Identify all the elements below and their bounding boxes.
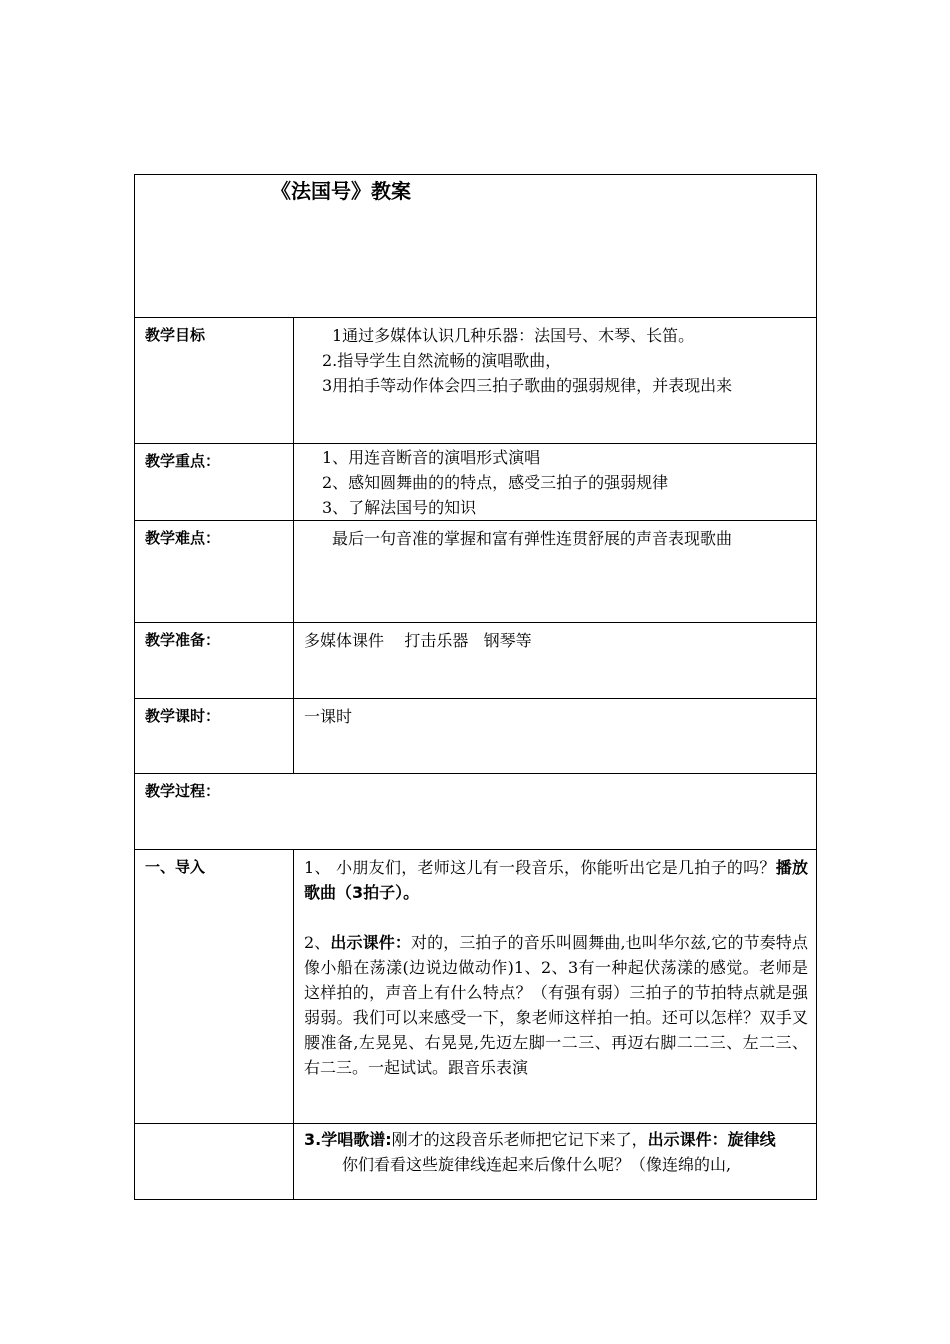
class-hours-text: 一课时 — [304, 707, 353, 726]
goals-content — [294, 318, 817, 444]
intro-p1-text: 1、 小朋友们，老师这儿有一段音乐，你能听出它是几拍子的吗？ — [304, 858, 776, 877]
difficult-points-label: 教学难点： — [135, 521, 294, 623]
key-points-row — [135, 444, 817, 521]
difficult-points-text: 最后一句音准的掌握和富有弹性连贯舒展的声音表现歌曲 — [332, 529, 733, 548]
intro-paragraph-2 — [304, 930, 808, 1080]
key-points-content — [294, 444, 817, 521]
sing-row — [135, 1124, 817, 1200]
intro-p2-bold: 出示课件： — [330, 933, 411, 952]
intro-p2-prefix: 2、 — [304, 933, 331, 952]
preparation-text: 多媒体课件 打击乐器 钢琴等 — [304, 631, 532, 650]
intro-content — [294, 850, 817, 1124]
sing-label-cell — [135, 1124, 294, 1200]
preparation-row — [135, 623, 817, 699]
preparation-label: 教学准备： — [135, 623, 294, 699]
title-row — [135, 175, 817, 318]
process-label: 教学过程： — [135, 774, 817, 850]
key-point-2: 2、感知圆舞曲的的特点，感受三拍子的强弱规律 — [322, 473, 669, 492]
sing-paragraph-2: 你们看看这些旋律线连起来后像什么呢？（像连绵的山, — [342, 1155, 732, 1174]
key-point-1: 1、用连音断音的演唱形式演唱 — [322, 448, 541, 467]
sing-content — [294, 1124, 817, 1200]
key-points-label: 教学重点： — [135, 444, 294, 521]
difficult-points-row — [135, 521, 817, 623]
class-hours-label: 教学课时： — [135, 699, 294, 774]
sing-paragraph-1 — [304, 1127, 808, 1152]
lesson-plan-table — [134, 174, 817, 1200]
key-point-3: 3、了解法国号的知识 — [322, 498, 477, 517]
paragraph-gap — [304, 905, 808, 930]
intro-label: 一、导入 — [135, 850, 294, 1124]
process-row — [135, 774, 817, 850]
class-hours-content — [294, 699, 817, 774]
goals-row — [135, 318, 817, 444]
title-cell — [135, 175, 817, 318]
intro-row — [135, 850, 817, 1124]
sing-p3-text: 刚才的这段音乐老师把它记下来了， — [391, 1130, 648, 1149]
sing-p3-bold-1: 3.学唱歌谱: — [304, 1130, 392, 1149]
goals-line-2: 2.指导学生自然流畅的演唱歌曲， — [322, 351, 562, 370]
goals-line-3: 3用拍手等动作体会四三拍子歌曲的强弱规律，并表现出来 — [322, 376, 733, 395]
intro-p1-bold: 播放歌曲（3拍子）。 — [304, 858, 808, 902]
intro-p2-text: 对的，三拍子的音乐叫圆舞曲,也叫华尔兹,它的节奏特点像小船在荡漾(边说边做动作)1、2、3有一种起伏荡漾的感觉。老师是这样拍的，声音上有什么特点？（有强有弱）三拍子的节拍特点就是强弱弱。我们可以来感受一下，象老师这样拍一拍。还可以怎样？双手叉腰准备,左晃晃、右晃晃,先迈左脚一二三、再迈右脚二二三、左二三、右二三。一起试试。跟音乐表演 — [304, 933, 808, 1077]
class-hours-row — [135, 699, 817, 774]
intro-paragraph-1 — [304, 855, 808, 905]
difficult-points-content — [294, 521, 817, 623]
preparation-content — [294, 623, 817, 699]
sing-p3-bold-2: 出示课件：旋律线 — [647, 1130, 776, 1149]
goals-line-1: 1通过多媒体认识几种乐器：法国号、木琴、长笛。 — [332, 326, 695, 345]
document-title: 《法国号》教案 — [271, 179, 411, 203]
goals-label: 教学目标 — [135, 318, 294, 444]
